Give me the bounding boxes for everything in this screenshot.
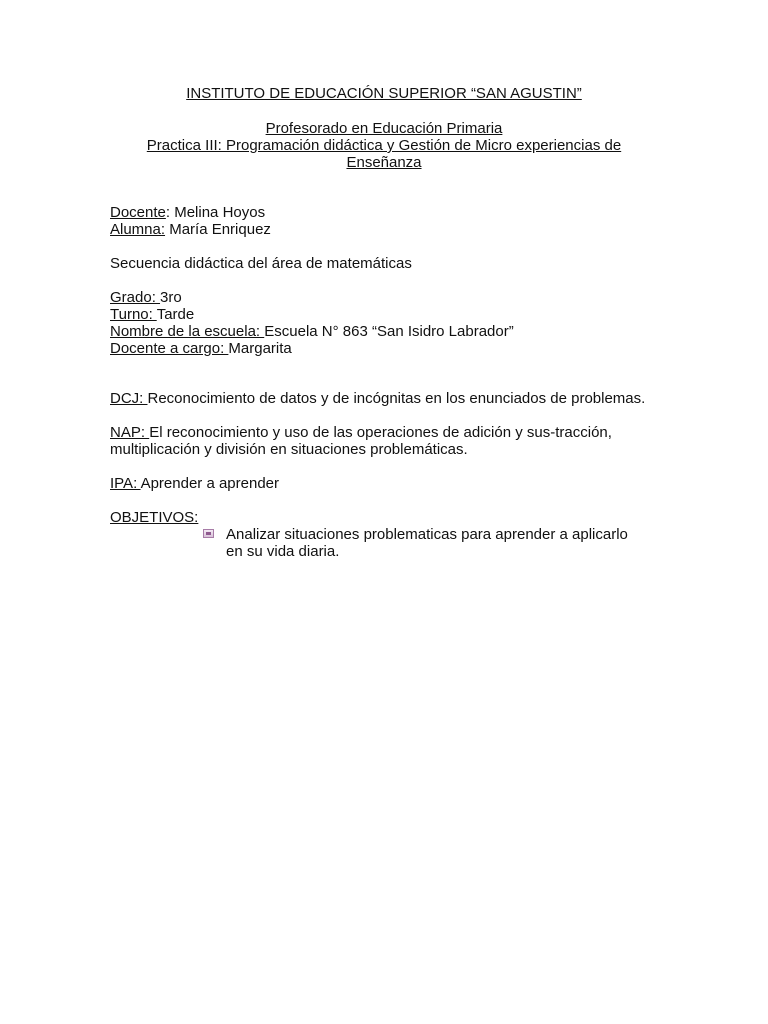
alumna-label: Alumna: <box>110 221 166 238</box>
alumna-value: María Enriquez <box>165 221 271 238</box>
docente-label: Docente <box>110 204 166 221</box>
docente-cargo-label: Docente a cargo: <box>110 340 229 357</box>
institute-title: INSTITUTO DE EDUCACIÓN SUPERIOR “SAN AGUSTIN” <box>186 85 582 102</box>
objectives-label: OBJETIVOS: <box>110 509 199 526</box>
objective-text: Analizar situaciones problematicas para aprender a aplicarlo en su vida diaria. <box>226 526 628 560</box>
course-title-line2 <box>110 154 658 171</box>
course-title-line2-text: Enseñanza <box>346 154 422 171</box>
docente-cargo-value: Margarita <box>228 340 292 357</box>
square-bullet-icon <box>203 529 214 538</box>
program-title-text: Profesorado en Educación Primaria <box>265 120 503 137</box>
dcj-value: Reconocimiento de datos y de incógnitas en los enunciados de problemas. <box>147 390 646 407</box>
nap-paragraph <box>110 424 658 458</box>
docente-value: : Melina Hoyos <box>165 204 266 221</box>
grado-label: Grado: <box>110 289 161 306</box>
docente-cargo-line <box>110 340 658 357</box>
list-item <box>226 526 658 560</box>
program-title <box>110 120 658 137</box>
ipa-label: IPA: <box>110 475 141 492</box>
nap-label: NAP: <box>110 424 150 441</box>
escuela-line <box>110 323 658 340</box>
sequence-title: Secuencia didáctica del área de matemáticas <box>110 255 412 272</box>
ipa-value: Aprender a aprender <box>140 475 280 492</box>
dcj-paragraph <box>110 390 658 407</box>
nap-value: El reconocimiento y uso de las operaciones de adición y sus-tracción, multiplicación y división en situaciones problemáticas. <box>110 424 612 458</box>
turno-line <box>110 306 658 323</box>
escuela-label: Nombre de la escuela: <box>110 323 265 340</box>
grado-value: 3ro <box>160 289 182 306</box>
turno-value: Tarde <box>156 306 195 323</box>
ipa-paragraph <box>110 475 658 492</box>
course-title-line1 <box>110 137 658 154</box>
escuela-value: Escuela N° 863 “San Isidro Labrador” <box>264 323 514 340</box>
alumna-line <box>110 221 658 238</box>
turno-label: Turno: <box>110 306 157 323</box>
grado-line <box>110 289 658 306</box>
course-title-line1-text: Practica III: Programación didáctica y Gestión de Micro experiencias de <box>146 137 622 154</box>
objectives-list <box>110 526 658 560</box>
dcj-label: DCJ: <box>110 390 148 407</box>
objectives-heading <box>110 509 658 526</box>
docente-line <box>110 204 658 221</box>
